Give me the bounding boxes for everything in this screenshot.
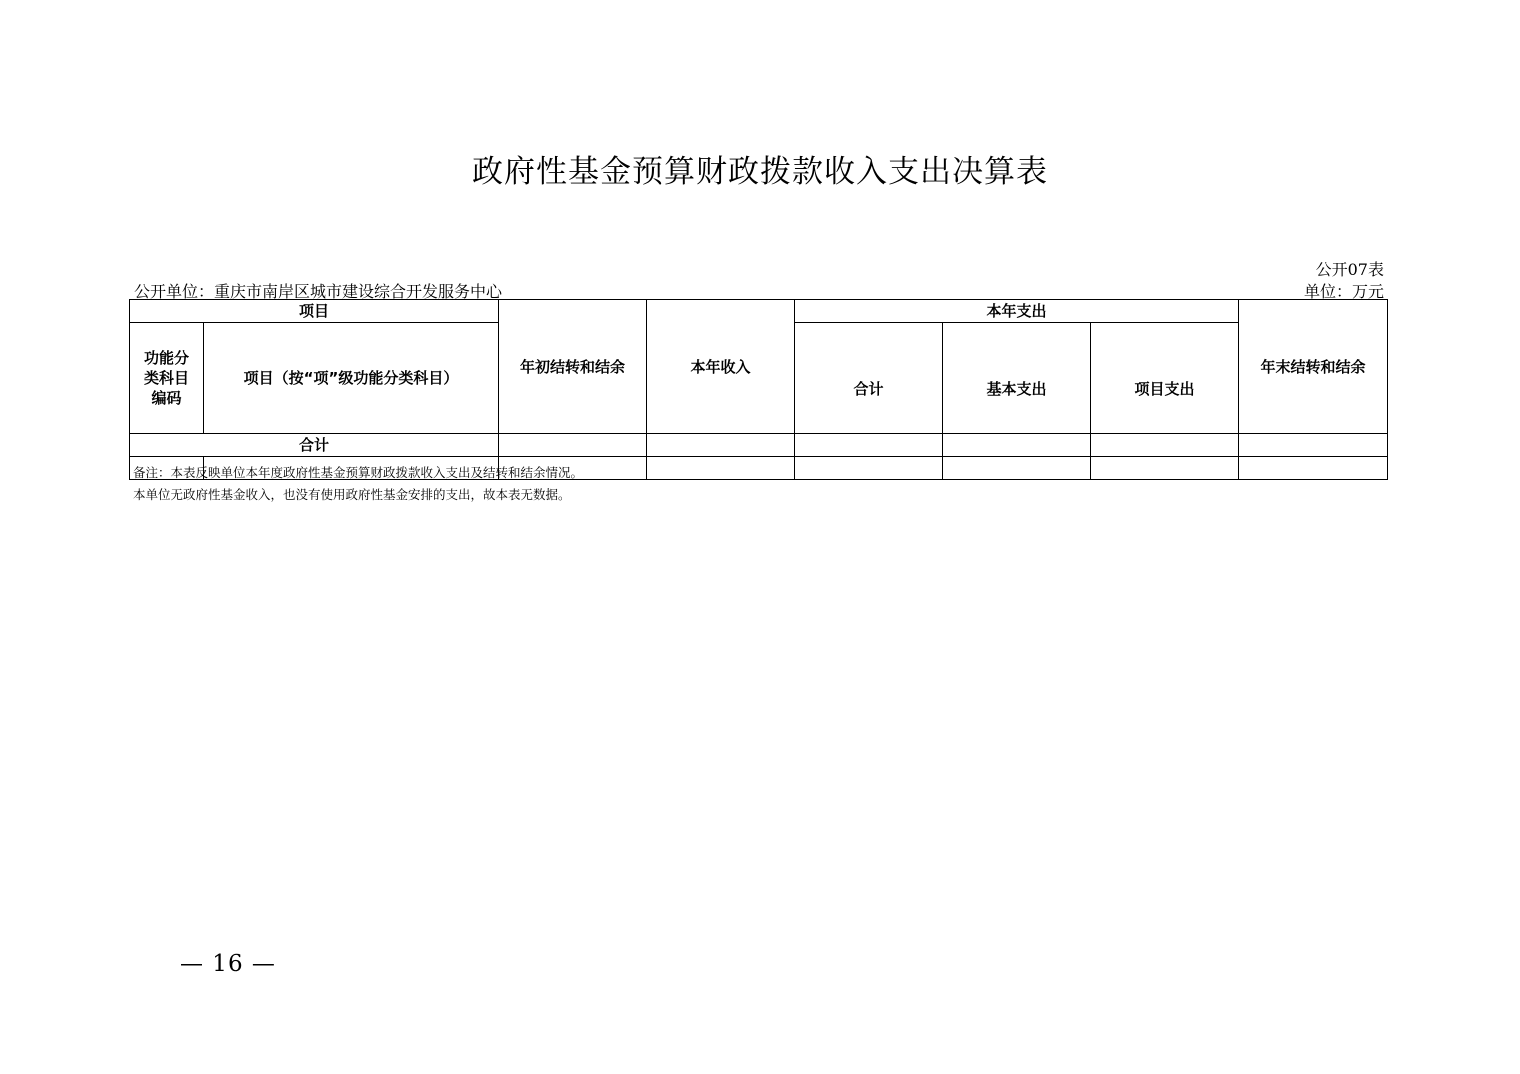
budget-table (129, 299, 1388, 480)
header-end-balance: 年末结转和结余 (1239, 300, 1388, 434)
header-basic-expense: 基本支出 (943, 323, 1091, 434)
notes (133, 462, 583, 506)
table-cell (943, 434, 1091, 457)
table-cell (795, 457, 943, 480)
header-income: 本年收入 (647, 300, 795, 434)
total-label: 合计 (130, 434, 499, 457)
form-number: 公开07表 (1315, 260, 1384, 279)
total-row (130, 434, 1388, 457)
note-line: 本单位无政府性基金收入，也没有使用政府性基金安排的支出，故本表无数据。 (133, 487, 571, 502)
table-cell (943, 457, 1091, 480)
table-cell (1239, 434, 1388, 457)
table-cell (1239, 457, 1388, 480)
table-cell (1091, 434, 1239, 457)
table-cell (647, 434, 795, 457)
header-project-expense: 项目支出 (1091, 323, 1239, 434)
table-cell (1091, 457, 1239, 480)
unit-label: 单位：万元 (1303, 282, 1384, 301)
header-begin-balance: 年初结转和结余 (499, 300, 647, 434)
header-code-line: 功能分 (143, 348, 189, 367)
header-code (130, 323, 204, 434)
header-row-1 (130, 300, 1388, 323)
header-expense-total: 合计 (795, 323, 943, 434)
header-item-name: 项目（按“项”级功能分类科目） (204, 323, 499, 434)
header-item: 项目 (130, 300, 499, 323)
table-cell (795, 434, 943, 457)
page-number: — 16 — (180, 951, 276, 977)
page-title: 政府性基金预算财政拨款收入支出决算表 (472, 154, 1048, 190)
header-expense: 本年支出 (795, 300, 1239, 323)
organization-label: 公开单位：重庆市南岸区城市建设综合开发服务中心 (134, 282, 503, 301)
table-cell (647, 457, 795, 480)
note-line: 备注：本表反映单位本年度政府性基金预算财政拨款收入支出及结转和结余情况。 (133, 465, 584, 480)
table-cell (499, 434, 647, 457)
header-code-line: 类科目 (143, 368, 189, 387)
header-code-line: 编码 (151, 389, 182, 408)
